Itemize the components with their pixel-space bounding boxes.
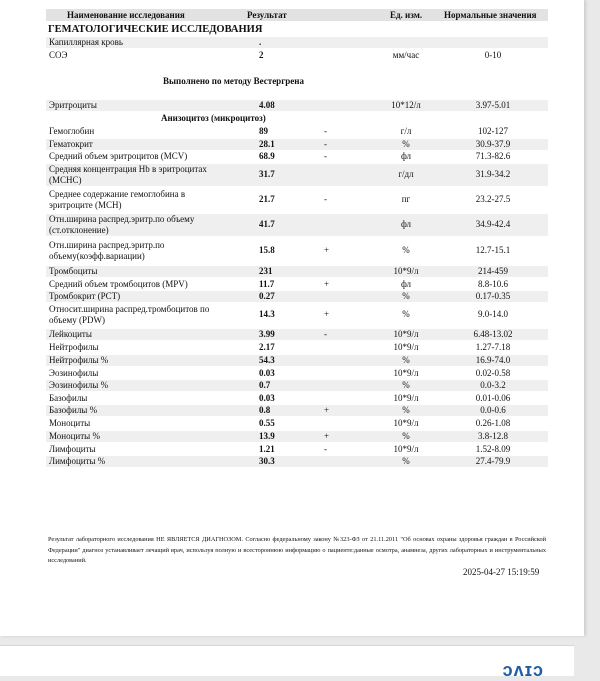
table-row (46, 368, 548, 379)
cell-reference-range: 9.0-14.0 (478, 309, 508, 319)
cell-result: 14.3 (259, 309, 275, 319)
cell-unit: 10*9/л (393, 444, 419, 454)
cell-test-name: Лейкоциты (49, 329, 92, 339)
cell-flag: + (324, 245, 330, 255)
cell-reference-range: 3.97-5.01 (475, 100, 511, 110)
cell-unit: 10*9/л (393, 329, 419, 339)
table-row (46, 214, 548, 236)
header-norm: Нормальные значения (444, 10, 537, 20)
cell-result: 41.7 (259, 219, 275, 229)
cell-test-name: СОЭ (49, 50, 68, 60)
cell-unit: % (402, 139, 410, 149)
cell-test-name: Эритроциты (49, 100, 97, 110)
table-row (46, 304, 548, 326)
cell-result: 4.08 (259, 100, 275, 110)
cell-reference-range: 0.26-1.08 (475, 418, 511, 428)
cell-unit: % (402, 291, 410, 301)
cell-test-name: Среднее содержание гемоглобина в эритроците (MCH) (49, 189, 186, 210)
header-result: Результат (247, 10, 287, 20)
cell-reference-range: 1.52-8.09 (475, 444, 511, 454)
cell-test-name: Средняя концентрация Hb в эритроцитах (MCHC) (49, 164, 207, 185)
cell-reference-range: 0.0-3.2 (480, 380, 506, 390)
header-unit: Ед. изм. (390, 10, 423, 20)
cell-unit: 10*12/л (391, 100, 421, 110)
table-row (46, 418, 548, 429)
table-row (46, 393, 548, 404)
cell-result: 0.55 (259, 418, 275, 428)
cell-unit: 10*9/л (393, 393, 419, 403)
header-name: Наименование исследования (67, 10, 185, 20)
cell-reference-range: 0-10 (484, 50, 502, 60)
cell-result: 31.7 (259, 169, 275, 179)
cell-reference-range: 31.9-34.2 (475, 169, 511, 179)
cell-test-name: Гемоглобин (49, 126, 95, 136)
table-row (46, 291, 548, 302)
table-row (46, 456, 548, 467)
cell-result: 15.8 (259, 245, 275, 255)
cell-test-name: Капиллярная кровь (49, 37, 123, 47)
cell-reference-range: 8.8-10.6 (478, 279, 508, 289)
cell-unit: 10*9/л (393, 368, 419, 378)
cell-result: 2.17 (259, 342, 275, 352)
cell-unit: фл (400, 279, 412, 289)
cell-unit: % (402, 309, 410, 319)
cell-flag: - (324, 329, 327, 339)
table-row (46, 405, 548, 416)
cell-unit: % (402, 380, 410, 390)
table-row (46, 50, 548, 61)
table-header (46, 9, 548, 21)
cell-result: 231 (259, 266, 273, 276)
cell-test-name: Моноциты (49, 418, 91, 428)
table-row (46, 342, 548, 353)
anisocytosis-note: Анизоцитоз (микроцитоз) (161, 113, 266, 123)
table-row (46, 380, 548, 391)
table-row (46, 151, 548, 162)
cell-result: 0.8 (259, 405, 271, 415)
cell-flag: + (324, 279, 330, 289)
cell-test-name: Тромбоциты (49, 266, 98, 276)
cell-result: 0.27 (259, 291, 275, 301)
cell-result: 68.9 (259, 151, 275, 161)
cell-reference-range: 16.9-74.0 (475, 355, 511, 365)
cell-unit: 10*9/л (393, 342, 419, 352)
cell-reference-range: 1.27-7.18 (475, 342, 511, 352)
table-row (46, 279, 548, 290)
cell-unit: пг (401, 194, 411, 204)
cell-test-name: Средний объем эритроцитов (MCV) (49, 151, 188, 161)
cell-test-name: Гематокрит (49, 139, 93, 149)
cell-test-name: Тромбокрит (PCT) (49, 291, 121, 301)
cell-reference-range: 0.01-0.06 (475, 393, 511, 403)
cell-test-name: Лимфоциты % (49, 456, 106, 466)
disclaimer-text: Результат лабораторного исследования НЕ ЯВЛЯЕТСЯ ДИАГНОЗОМ. Согласно федеральному закону №323-ФЗ от 21.11.2011 "Об основах охраны здоровья граждан в Российской Федерации" диагноз устанавливает лечащий врач, используя полную и всестороннюю информацию о пациенте:данные осмотра, анамнеза, других лабораторных и инструментальных исследований. (48, 536, 546, 564)
cell-reference-range: 0.02-0.58 (475, 368, 511, 378)
table-row (46, 164, 548, 186)
cell-reference-range: 34.9-42.4 (475, 219, 511, 229)
table-row (46, 189, 548, 211)
cell-unit: фл (400, 219, 412, 229)
table-row (46, 240, 548, 262)
table-row (46, 431, 548, 442)
table-row (46, 139, 548, 150)
cell-flag: + (324, 309, 330, 319)
cell-flag: - (324, 444, 327, 454)
table-row (46, 266, 548, 277)
cell-result: 0.03 (259, 368, 275, 378)
cell-unit: фл (400, 151, 412, 161)
cell-reference-range: 102-127 (478, 126, 508, 136)
cell-flag: + (324, 431, 330, 441)
cell-test-name: Нейтрофилы % (49, 355, 109, 365)
cell-test-name: Лимфоциты (49, 444, 96, 454)
cell-reference-range: 71.3-82.6 (475, 151, 511, 161)
cell-result: 11.7 (259, 279, 275, 289)
cell-unit: г/л (400, 126, 412, 136)
cell-unit: % (402, 456, 410, 466)
cell-reference-range: 0.17-0.35 (475, 291, 511, 301)
cell-flag: - (324, 151, 327, 161)
cell-result: 54.3 (259, 355, 275, 365)
cell-flag: - (324, 194, 327, 204)
cell-unit: % (402, 355, 410, 365)
cell-unit: 10*9/л (393, 418, 419, 428)
cell-test-name: Отн.ширина распред.эритр.по объему (ст.отклонение) (49, 214, 195, 235)
cell-test-name: Нейтрофилы (49, 342, 99, 352)
cell-result: 21.7 (259, 194, 275, 204)
cell-result: 30.3 (259, 456, 275, 466)
cell-test-name: Эозинофилы % (49, 380, 109, 390)
cell-reference-range: 214-459 (478, 266, 508, 276)
cell-unit: мм/час (392, 50, 420, 60)
table-row (46, 126, 548, 137)
cell-reference-range: 0.0-0.6 (480, 405, 506, 415)
cell-unit: 10*9/л (393, 266, 419, 276)
cell-reference-range: 3.8-12.8 (478, 431, 508, 441)
report-timestamp: 2025-04-27 15:19:59 (463, 567, 540, 577)
cell-flag: - (324, 139, 327, 149)
cell-reference-range: 30.9-37.9 (475, 139, 511, 149)
cell-unit: % (402, 405, 410, 415)
cell-unit: % (402, 431, 410, 441)
section-title: ГЕМАТОЛОГИЧЕСКИЕ ИССЛЕДОВАНИЯ (48, 24, 263, 35)
cell-test-name: Базофилы % (49, 405, 98, 415)
cell-flag: + (324, 405, 330, 415)
cell-result: . (259, 37, 262, 47)
table-row (46, 444, 548, 455)
cell-test-name: Моноциты % (49, 431, 100, 441)
cell-reference-range: 6.48-13.02 (473, 329, 513, 339)
cell-result: 13.9 (259, 431, 275, 441)
cell-reference-range: 27.4-79.9 (475, 456, 511, 466)
cell-result: 1.21 (259, 444, 275, 454)
cell-flag: - (324, 126, 327, 136)
method-note: Выполнено по методу Вестергрена (163, 76, 304, 86)
cell-reference-range: 23.2-27.5 (475, 194, 511, 204)
cell-result: 0.7 (259, 380, 271, 390)
cell-test-name: Базофилы (49, 393, 88, 403)
cell-result: 0.03 (259, 393, 275, 403)
cell-test-name: Относит.ширина распред.тромбоцитов по объему (PDW) (49, 304, 210, 325)
next-page-edge (0, 645, 574, 680)
cell-result: 2 (259, 50, 264, 60)
cell-result: 28.1 (259, 139, 275, 149)
cell-unit: % (402, 245, 410, 255)
cell-test-name: Эозинофилы (49, 368, 99, 378)
table-row (46, 355, 548, 366)
table-row (46, 100, 548, 111)
table-row (46, 37, 548, 48)
cell-result: 89 (259, 126, 268, 136)
cell-result: 3.99 (259, 329, 275, 339)
table-row (46, 329, 548, 340)
next-page-logo-fragment: ɔʌɪɔ (502, 660, 544, 680)
cell-test-name: Отн.ширина распред.эритр.по объему(коэфф.вариации) (49, 240, 165, 261)
cell-test-name: Средний объем тромбоцитов (MPV) (49, 279, 188, 289)
cell-unit: г/дл (398, 169, 414, 179)
cell-reference-range: 12.7-15.1 (475, 245, 511, 255)
